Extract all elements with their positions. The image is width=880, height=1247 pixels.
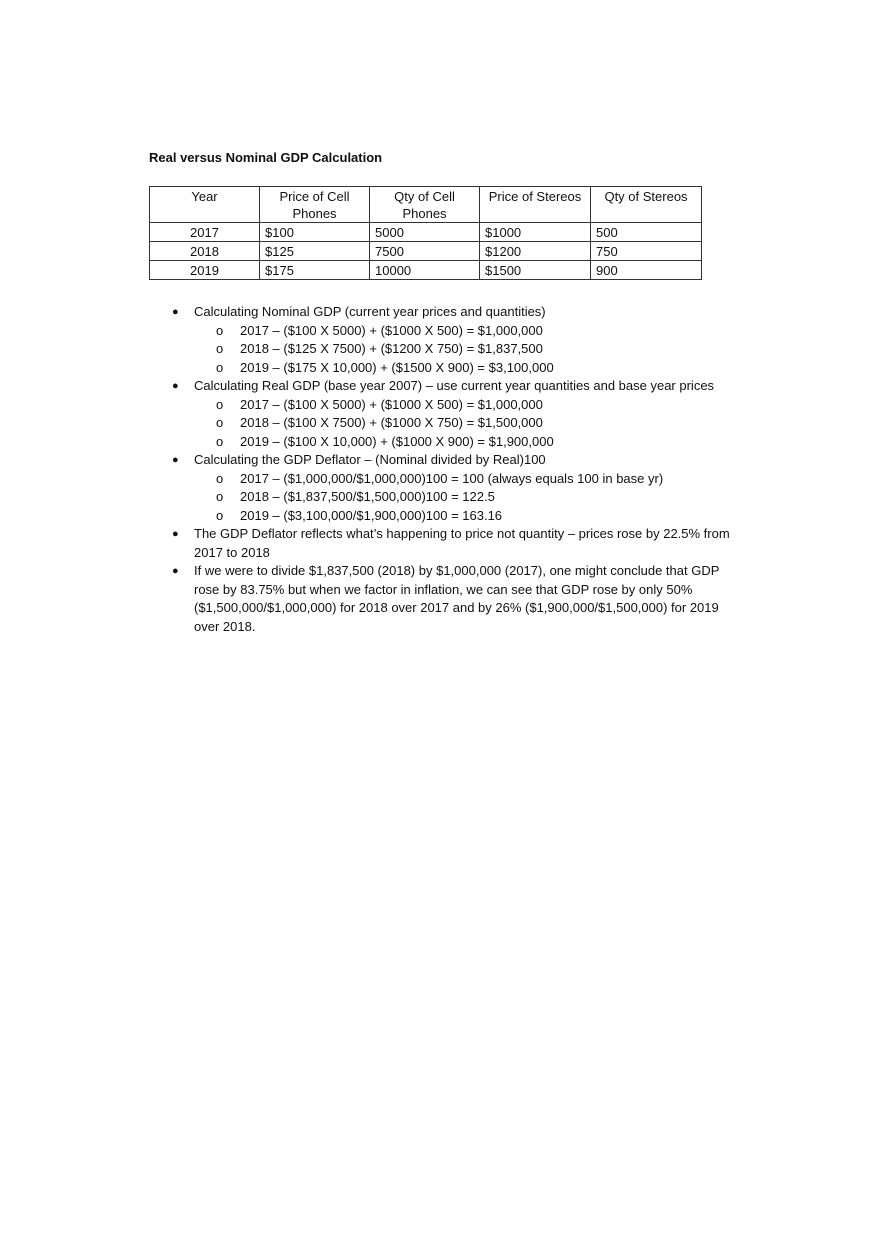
inflation-note: If we were to divide $1,837,500 (2018) by $1,000,000 (2017), one might conclude that GDP rose by 83.75% but when we factor in inflation, we can see that GDP rose by only 50% ($1,500,000/$1,000,000) for 2018 over 2017 and by 26% ($1,900,000/$1,500,000) for 2019 over 2018. bbox=[194, 563, 720, 634]
circle-bullet-icon: o bbox=[216, 415, 224, 430]
table-cell: $175 bbox=[260, 261, 370, 280]
table-cell: 2017 bbox=[150, 223, 260, 242]
table-cell: $1200 bbox=[480, 242, 591, 261]
table-cell: 7500 bbox=[370, 242, 480, 261]
calculation-notes bbox=[168, 303, 738, 636]
circle-bullet-icon: o bbox=[216, 489, 224, 504]
nominal-gdp-2019: 2019 – ($175 X 10,000) + ($1500 X 900) = $3,100,000 bbox=[240, 359, 554, 375]
circle-bullet-icon: o bbox=[216, 507, 224, 523]
bullet-icon: ● bbox=[172, 528, 179, 540]
deflator-2018: 2018 – ($1,837,500/$1,500,000)100 = 122.5 bbox=[240, 489, 495, 504]
table-cell: $100 bbox=[260, 223, 370, 242]
header-qty-cell-phones: Qty of Cell Phones bbox=[370, 187, 480, 223]
circle-bullet-icon: o bbox=[216, 433, 224, 449]
list-item bbox=[168, 525, 738, 562]
table-cell: 10000 bbox=[370, 261, 480, 280]
real-gdp-heading: Calculating Real GDP (base year 2007) – use current year quantities and base year prices bbox=[194, 378, 715, 393]
list-item bbox=[168, 359, 738, 378]
list-item bbox=[168, 470, 738, 489]
deflator-heading: Calculating the GDP Deflator – (Nominal divided by Real)100 bbox=[194, 452, 546, 467]
list-item bbox=[168, 488, 738, 507]
real-gdp-2017: 2017 – ($100 X 5000) + ($1000 X 500) = $1,000,000 bbox=[240, 396, 543, 412]
deflator-2017: 2017 – ($1,000,000/$1,000,000)100 = 100 (always equals 100 in base yr) bbox=[240, 470, 664, 486]
nominal-gdp-2018: 2018 – ($125 X 7500) + ($1200 X 750) = $1,837,500 bbox=[240, 341, 543, 356]
table-row bbox=[150, 261, 702, 280]
circle-bullet-icon: o bbox=[216, 470, 224, 486]
real-gdp-2019: 2019 – ($100 X 10,000) + ($1000 X 900) = $1,900,000 bbox=[240, 433, 554, 449]
table-header-row bbox=[150, 187, 702, 223]
table-cell: 2018 bbox=[150, 242, 260, 261]
circle-bullet-icon: o bbox=[216, 359, 224, 375]
bullet-icon: ● bbox=[172, 565, 179, 577]
header-price-stereos: Price of Stereos bbox=[480, 187, 591, 223]
list-item bbox=[168, 396, 738, 415]
circle-bullet-icon: o bbox=[216, 341, 224, 356]
header-price-cell-phones: Price of Cell Phones bbox=[260, 187, 370, 223]
table-row bbox=[150, 223, 702, 242]
table-cell: 2019 bbox=[150, 261, 260, 280]
bullet-icon: ● bbox=[172, 380, 179, 392]
table-cell: $1500 bbox=[480, 261, 591, 280]
deflator-note: The GDP Deflator reflects what’s happening to price not quantity – prices rose by 22.5% from 2017 to 2018 bbox=[194, 526, 730, 560]
header-qty-stereos: Qty of Stereos bbox=[591, 187, 702, 223]
header-year: Year bbox=[150, 187, 260, 223]
list-item bbox=[168, 414, 738, 433]
list-item bbox=[168, 303, 738, 322]
bullet-icon: ● bbox=[172, 306, 179, 318]
table-cell: 900 bbox=[591, 261, 702, 280]
list-item bbox=[168, 377, 738, 396]
document-title: Real versus Nominal GDP Calculation bbox=[149, 150, 383, 165]
table-cell: 500 bbox=[591, 223, 702, 242]
table-cell: $125 bbox=[260, 242, 370, 261]
list-item bbox=[168, 340, 738, 359]
list-item bbox=[168, 433, 738, 452]
gdp-data-table bbox=[149, 186, 702, 280]
list-item bbox=[168, 451, 738, 470]
real-gdp-2018: 2018 – ($100 X 7500) + ($1000 X 750) = $1,500,000 bbox=[240, 415, 543, 430]
table-cell: 5000 bbox=[370, 223, 480, 242]
circle-bullet-icon: o bbox=[216, 396, 224, 412]
nominal-gdp-heading: Calculating Nominal GDP (current year prices and quantities) bbox=[194, 304, 546, 319]
nominal-gdp-2017: 2017 – ($100 X 5000) + ($1000 X 500) = $1,000,000 bbox=[240, 322, 543, 338]
list-item bbox=[168, 562, 738, 636]
list-item bbox=[168, 507, 738, 526]
table-cell: 750 bbox=[591, 242, 702, 261]
table-row bbox=[150, 242, 702, 261]
deflator-2019: 2019 – ($3,100,000/$1,900,000)100 = 163.16 bbox=[240, 507, 503, 523]
table-cell: $1000 bbox=[480, 223, 591, 242]
circle-bullet-icon: o bbox=[216, 322, 224, 338]
bullet-icon: ● bbox=[172, 454, 179, 466]
list-item bbox=[168, 322, 738, 341]
